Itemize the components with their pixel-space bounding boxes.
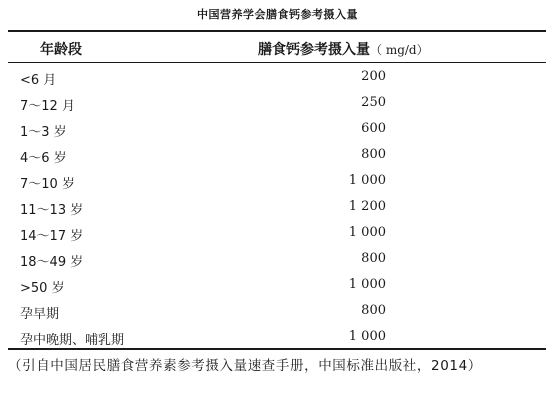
cell-intake-value: 800 (361, 303, 386, 318)
cell-intake-value: 1 000 (348, 329, 386, 344)
cell-age-group: 18～49 岁 (20, 255, 84, 270)
source-note: （引自中国居民膳食营养素参考摄入量速查手册，中国标准出版社，2014） (8, 358, 482, 374)
table-row (8, 272, 546, 298)
cell-intake-value: 200 (361, 69, 386, 84)
table-row (8, 168, 546, 194)
cell-intake-value: 1 000 (348, 173, 386, 188)
table-row (8, 246, 546, 272)
table-bottom-rule (8, 348, 546, 350)
table-header-row (8, 32, 546, 62)
table-row (8, 298, 546, 324)
table-row (8, 116, 546, 142)
cell-age-group: 孕中晚期、哺乳期 (20, 333, 125, 348)
cell-intake-value: 800 (361, 251, 386, 266)
cell-intake-value: 800 (361, 147, 386, 162)
cell-age-group: 7～10 岁 (20, 177, 75, 192)
cell-age-group: 7～12 月 (20, 99, 75, 114)
cell-intake-value: 1 000 (348, 277, 386, 292)
table-row (8, 64, 546, 90)
table-title: 中国营养学会膳食钙参考摄入量 (197, 8, 358, 21)
table-header-rule (8, 62, 546, 63)
header-age-group: 年龄段 (40, 42, 82, 58)
cell-intake-value: 600 (361, 121, 386, 136)
cell-intake-value: 1 000 (348, 225, 386, 240)
table-row (8, 142, 546, 168)
cell-age-group: 1～3 岁 (20, 125, 67, 140)
cell-age-group: 11～13 岁 (20, 203, 84, 218)
table-body (8, 64, 546, 350)
table-row (8, 220, 546, 246)
table-row (8, 90, 546, 116)
cell-age-group: 4～6 岁 (20, 151, 67, 166)
header-calcium-intake-label: 膳食钙参考摄入量 (258, 42, 370, 58)
cell-intake-value: 250 (361, 95, 386, 110)
cell-age-group: >50 岁 (20, 281, 65, 296)
header-calcium-intake (258, 39, 429, 59)
cell-intake-value: 1 200 (348, 199, 386, 214)
table-row (8, 194, 546, 220)
cell-age-group: <6 月 (20, 73, 57, 88)
cell-age-group: 14～17 岁 (20, 229, 84, 244)
cell-age-group: 孕早期 (20, 307, 60, 322)
table-row (8, 324, 546, 350)
header-unit: （ mg/d） (370, 43, 429, 57)
